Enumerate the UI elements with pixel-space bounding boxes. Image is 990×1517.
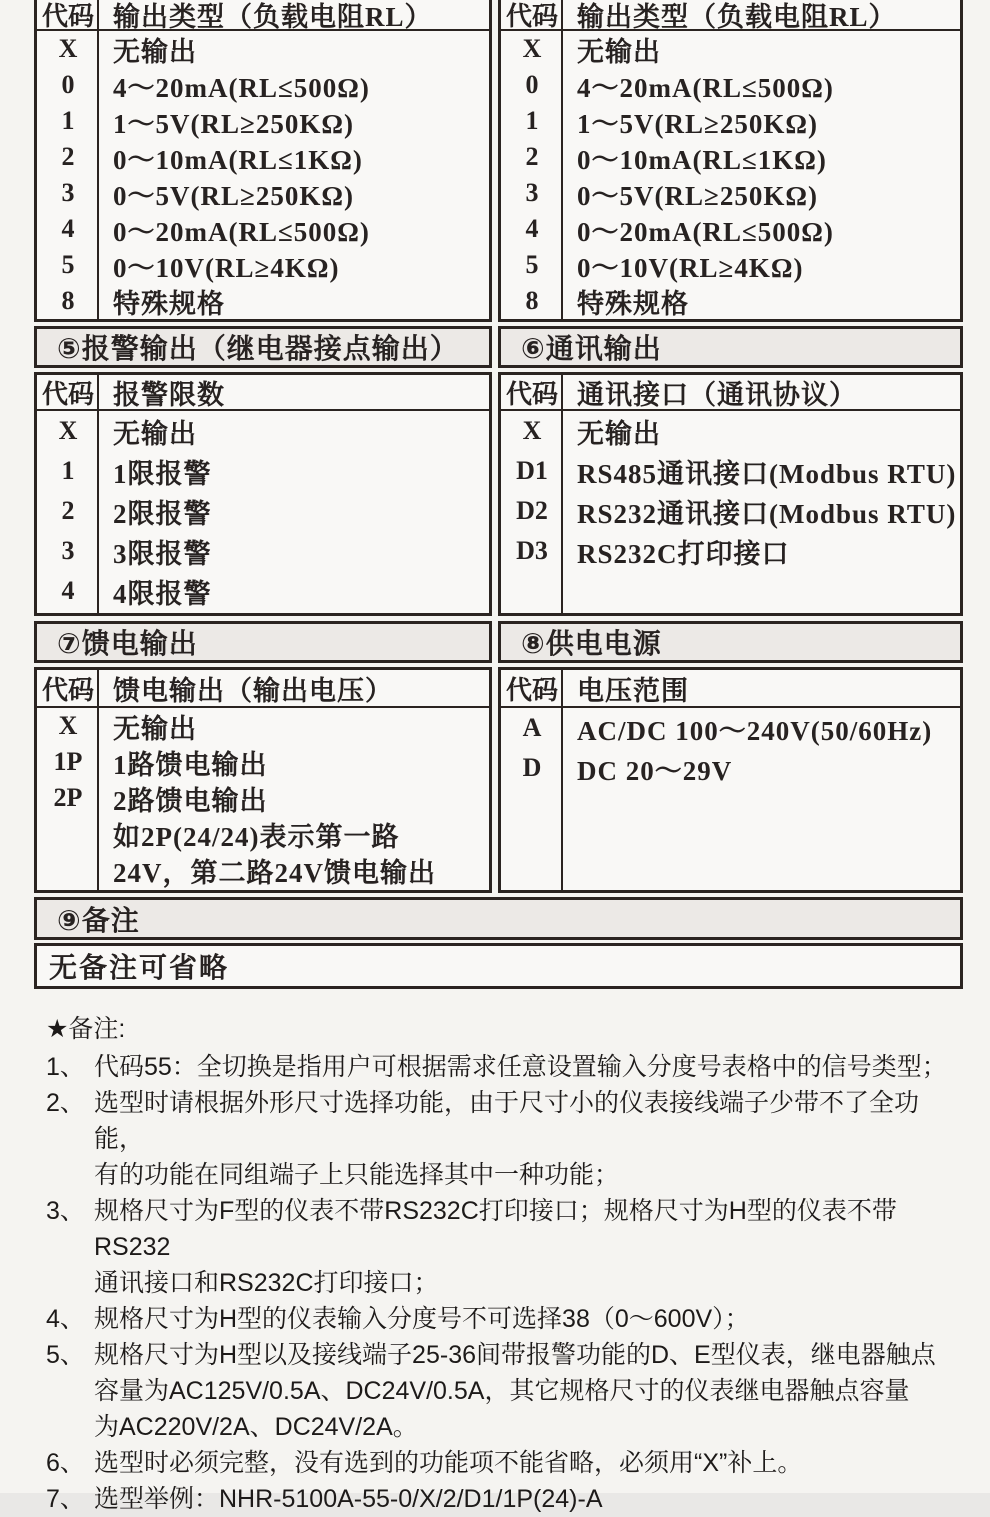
note-line: 规格尺寸为H型的仪表输入分度号不可选择38（0～600V）； (94, 1305, 750, 1333)
code-cell: X (58, 711, 78, 740)
desc-cell: 0～10V(RL≥4KΩ) (113, 252, 340, 283)
note-line: 规格尺寸为F型的仪表不带RS232C打印接口；规格尺寸为H型的仪表不带RS232 (94, 1197, 897, 1261)
table-header-row (501, 670, 960, 708)
code-cell: 4 (525, 214, 539, 243)
notes-section (34, 1011, 963, 1517)
table-row (501, 31, 960, 67)
section-row-2 (34, 322, 963, 616)
note-text (94, 1337, 963, 1445)
code-cell: 0 (61, 70, 75, 99)
table-row (501, 139, 960, 175)
note-item (46, 1445, 963, 1481)
desc-cell: 4～20mA(RL≤500Ω) (113, 72, 370, 103)
table-row (501, 491, 960, 531)
desc-cell: 0～10V(RL≥4KΩ) (577, 252, 804, 283)
code-cell: 2P (53, 783, 83, 812)
note-number: 1、 (46, 1053, 85, 1081)
desc-cell: 1～5V(RL≥250KΩ) (577, 108, 818, 139)
note-number: 6、 (46, 1449, 85, 1477)
desc-cell: 24V，第二路24V馈电输出 (113, 857, 436, 888)
comm-table (498, 372, 963, 616)
note-text (94, 1301, 963, 1337)
code-cell: 0 (525, 70, 539, 99)
col-header-desc: 馈电输出（输出电压） (113, 675, 393, 706)
col-header-code: 代码 (505, 379, 558, 409)
col-header-desc: 输出类型（负载电阻RL） (113, 2, 433, 32)
output-table-right (498, 0, 963, 322)
table-row (37, 451, 489, 491)
code-cell: 1 (61, 456, 75, 485)
spec-sheet-content (34, 0, 963, 1517)
output-table-left (34, 0, 492, 322)
desc-cell: RS232C打印接口 (577, 538, 790, 569)
note-item (46, 1481, 963, 1517)
section-row-3 (34, 616, 963, 893)
col-header-desc: 电压范围 (577, 675, 689, 706)
col-header-code: 代码 (505, 2, 558, 31)
desc-cell: 0～10mA(RL≤1KΩ) (113, 144, 363, 175)
desc-cell: RS232通讯接口(Modbus RTU) (577, 498, 957, 529)
note-text (94, 1445, 963, 1481)
power-section (498, 616, 963, 893)
table-row (501, 103, 960, 139)
table-row (501, 451, 960, 491)
note-line: 有的功能在同组端子上只能选择其中一种功能； (94, 1161, 620, 1189)
col-header-desc: 通讯接口（通讯协议） (577, 379, 857, 410)
desc-cell: 0～10mA(RL≤1KΩ) (577, 144, 827, 175)
code-cell: D (522, 753, 542, 782)
desc-cell: 4～20mA(RL≤500Ω) (577, 72, 834, 103)
table-row (37, 283, 489, 319)
col-header-desc: 报警限数 (113, 379, 225, 410)
desc-cell: 无输出 (113, 418, 197, 449)
feed-table (34, 667, 492, 893)
code-cell: 2 (525, 142, 539, 171)
desc-cell: 0～20mA(RL≤500Ω) (577, 216, 834, 247)
note-number: 3、 (46, 1197, 85, 1225)
alarm-section-header (34, 326, 492, 368)
table-row (37, 31, 489, 67)
table-row (37, 491, 489, 531)
note-line: 代码55：全切换是指用户可根据需求任意设置输入分度号表格中的信号类型； (94, 1053, 947, 1081)
desc-cell: 无输出 (113, 713, 197, 744)
table-row (501, 531, 960, 571)
table-row (37, 139, 489, 175)
table-row (37, 780, 489, 816)
col-header-code: 代码 (41, 675, 94, 705)
feed-section-title: ⑦馈电输出 (57, 628, 198, 659)
desc-cell: 特殊规格 (113, 288, 225, 319)
note-line: 选型举例：NHR-5100A-55-0/X/2/D1/1P(24)-A (94, 1485, 603, 1513)
note-line: 通讯接口和RS232C打印接口； (94, 1269, 439, 1297)
table-row (501, 283, 960, 319)
code-cell: 1 (61, 106, 75, 135)
table-row (501, 175, 960, 211)
note-number: 4、 (46, 1305, 85, 1333)
desc-cell: 2路馈电输出 (113, 785, 268, 816)
table-row (37, 67, 489, 103)
desc-cell: 0～5V(RL≥250KΩ) (113, 180, 354, 211)
alarm-section-title: ⑤报警输出（继电器接点输出） (57, 333, 459, 364)
code-cell: 2 (61, 142, 75, 171)
table-row (37, 708, 489, 744)
desc-cell: 0～5V(RL≥250KΩ) (577, 180, 818, 211)
table-row (501, 748, 960, 788)
desc-cell: 无输出 (113, 36, 197, 67)
output-table-right-wrap (498, 0, 963, 322)
table-row (37, 744, 489, 780)
code-cell: A (522, 713, 542, 742)
output-table-left-wrap (34, 0, 492, 322)
code-cell: 8 (525, 286, 539, 315)
power-section-header (498, 621, 963, 663)
table-row (37, 571, 489, 611)
table-row (37, 247, 489, 283)
note-number: 7、 (46, 1485, 85, 1513)
table-header-row (37, 375, 489, 411)
col-header-code: 代码 (505, 675, 558, 705)
code-cell: 1P (53, 747, 83, 776)
desc-cell: RS485通讯接口(Modbus RTU) (577, 458, 957, 489)
note-line: 选型时必须完整，没有选到的功能项不能省略，必须用“X”补上。 (94, 1449, 803, 1477)
note-item (46, 1085, 963, 1193)
code-cell: 1 (525, 106, 539, 135)
table-row (37, 103, 489, 139)
code-cell: 3 (61, 536, 75, 565)
note-item (46, 1337, 963, 1445)
remark-body: 无备注可省略 (34, 943, 963, 989)
desc-cell: 无输出 (577, 418, 661, 449)
note-text (94, 1193, 963, 1301)
feed-section (34, 616, 492, 893)
notes-header: ★备注: (46, 1015, 126, 1043)
table-row (501, 67, 960, 103)
desc-cell: 4限报警 (113, 578, 212, 609)
code-cell: D2 (516, 496, 548, 525)
table-header-row (501, 0, 960, 31)
power-table (498, 667, 963, 893)
desc-cell: 0～20mA(RL≤500Ω) (113, 216, 370, 247)
code-cell: 3 (61, 178, 75, 207)
code-cell: 5 (61, 250, 75, 279)
remark-section-title: ⑨备注 (57, 904, 140, 936)
table-header-row (501, 375, 960, 411)
note-line: 容量为AC125V/0.5A、DC24V/0.5A，其它规格尺寸的仪表继电器触点容量 (94, 1377, 910, 1405)
power-section-title: ⑧供电电源 (521, 628, 662, 659)
table-header-row (37, 670, 489, 708)
note-item (46, 1049, 963, 1085)
note-text (94, 1049, 963, 1085)
note-number: 5、 (46, 1341, 85, 1369)
table-row (37, 816, 489, 852)
code-cell: X (58, 416, 78, 445)
code-cell: X (522, 34, 542, 63)
desc-cell: DC 20～29V (577, 755, 733, 786)
table-row (501, 411, 960, 451)
code-cell: 5 (525, 250, 539, 279)
col-header-desc: 输出类型（负载电阻RL） (577, 2, 897, 32)
comm-section (498, 322, 963, 616)
desc-cell: 无输出 (577, 36, 661, 67)
col-header-code: 代码 (41, 2, 94, 31)
code-cell: 4 (61, 576, 75, 605)
alarm-section (34, 322, 492, 616)
desc-cell: 1路馈电输出 (113, 749, 268, 780)
table-row (37, 531, 489, 571)
output-tables-row (34, 0, 963, 322)
code-cell: 3 (525, 178, 539, 207)
desc-cell: 1～5V(RL≥250KΩ) (113, 108, 354, 139)
note-text (94, 1481, 963, 1517)
table-row (37, 175, 489, 211)
remark-section (34, 897, 963, 989)
table-row (501, 708, 960, 748)
desc-cell: 特殊规格 (577, 288, 689, 319)
note-line: 规格尺寸为H型以及接线端子25-36间带报警功能的D、E型仪表，继电器触点 (94, 1341, 936, 1369)
desc-cell: AC/DC 100～240V(50/60Hz) (577, 715, 933, 746)
table-row (501, 211, 960, 247)
note-line: 为AC220V/2A、DC24V/2A。 (94, 1413, 418, 1441)
desc-cell: 如2P(24/24)表示第一路 (113, 821, 400, 852)
alarm-table (34, 372, 492, 616)
code-cell: D3 (516, 536, 548, 565)
code-cell: 8 (61, 286, 75, 315)
code-cell: 4 (61, 214, 75, 243)
feed-section-header (34, 621, 492, 663)
col-header-code: 代码 (41, 379, 94, 409)
desc-cell: 1限报警 (113, 458, 212, 489)
code-cell: 2 (61, 496, 75, 525)
table-header-row (37, 0, 489, 31)
desc-cell: 3限报警 (113, 538, 212, 569)
table-row (37, 411, 489, 451)
comm-section-title: ⑥通讯输出 (521, 333, 662, 364)
note-text (94, 1085, 963, 1193)
code-cell: D1 (516, 456, 548, 485)
table-row (37, 211, 489, 247)
desc-cell: 2限报警 (113, 498, 212, 529)
note-item (46, 1193, 963, 1301)
table-row (501, 247, 960, 283)
code-cell: X (58, 34, 78, 63)
note-item (46, 1301, 963, 1337)
table-row (37, 852, 489, 888)
note-number: 2、 (46, 1089, 85, 1117)
remark-section-header (34, 897, 963, 940)
code-cell: X (522, 416, 542, 445)
comm-section-header (498, 326, 963, 368)
note-line: 选型时请根据外形尺寸选择功能，由于尺寸小的仪表接线端子少带不了全功能， (94, 1089, 920, 1153)
